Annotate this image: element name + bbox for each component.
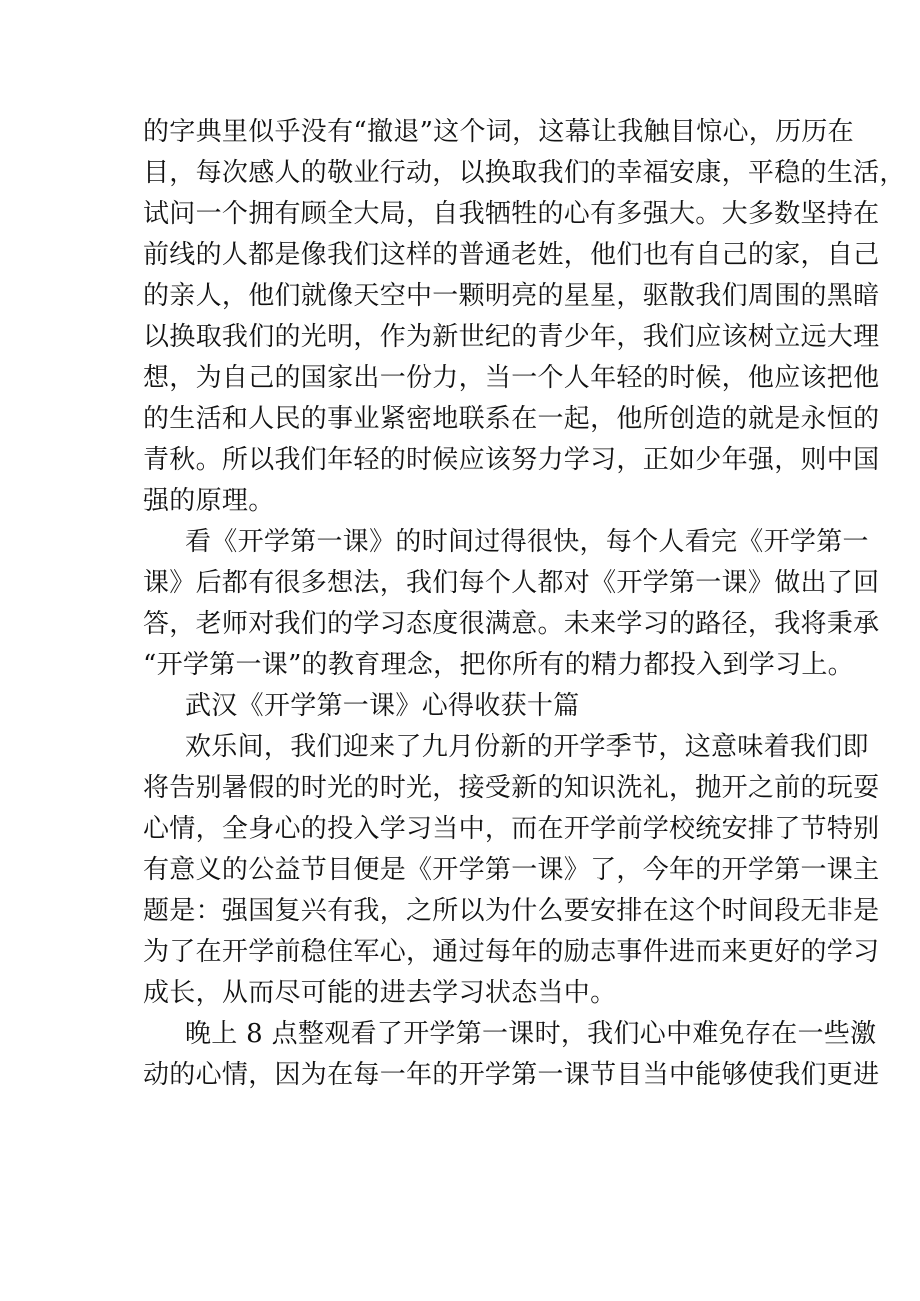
text-line: 课》后都有很多想法，我们每个人都对《开学第一课》做出了回 <box>143 568 880 598</box>
text-line: 的字典里似乎没有“撤退”这个词，这幕让我触目惊心，历历在 <box>143 117 854 147</box>
text-line: 心情，全身心的投入学习当中，而在开学前学校统安排了节特别 <box>143 814 880 844</box>
text-line: 有意义的公益节目便是《开学第一课》了，今年的开学第一课主 <box>143 855 880 885</box>
text-line: 将告别暑假的时光的时光，接受新的知识洗礼，抛开之前的玩耍 <box>143 773 880 803</box>
text-line: 动的心情，因为在每一年的开学第一课节目当中能够使我们更进 <box>143 1060 880 1090</box>
text-line: 前线的人都是像我们这样的普通老姓，他们也有自己的家，自己 <box>143 240 880 270</box>
document-body <box>143 112 906 1096</box>
section-title: 武汉《开学第一课》心得收获十篇 <box>185 691 580 721</box>
text-line: 题是：强国复兴有我，之所以为什么要安排在这个时间段无非是 <box>143 896 880 926</box>
text-line: 为了在开学前稳住军心，通过每年的励志事件进而来更好的学习 <box>143 937 880 967</box>
paragraph-first-line: 晚上 8 点整观看了开学第一课时，我们心中难免存在一些激 <box>185 1019 877 1049</box>
paragraph-first-line: 看《开学第一课》的时间过得很快，每个人看完《开学第一 <box>185 527 869 557</box>
text-line: 成长，从而尽可能的进去学习状态当中。 <box>143 978 617 1008</box>
text-line: 目，每次感人的敬业行动，以换取我们的幸福安康，平稳的生活， <box>143 158 906 188</box>
text-line: 试问一个拥有顾全大局，自我牺牲的心有多强大。大多数坚持在 <box>143 199 880 229</box>
text-line: 青秋。所以我们年轻的时候应该努力学习，正如少年强，则中国 <box>143 445 880 475</box>
text-line: 想，为自己的国家出一份力，当一个人年轻的时候，他应该把他 <box>143 363 880 393</box>
text-line: 的亲人，他们就像天空中一颗明亮的星星，驱散我们周围的黑暗 <box>143 281 880 311</box>
text-line: 强的原理。 <box>143 486 275 516</box>
text-line: “开学第一课”的教育理念，把你所有的精力都投入到学习上。 <box>143 650 854 680</box>
paragraph-first-line: 欢乐间，我们迎来了九月份新的开学季节，这意味着我们即 <box>185 732 869 762</box>
text-line: 答，老师对我们的学习态度很满意。未来学习的路径，我将秉承 <box>143 609 880 639</box>
text-line: 的生活和人民的事业紧密地联系在一起，他所创造的就是永恒的 <box>143 404 880 434</box>
text-line: 以换取我们的光明，作为新世纪的青少年，我们应该树立远大理 <box>143 322 880 352</box>
